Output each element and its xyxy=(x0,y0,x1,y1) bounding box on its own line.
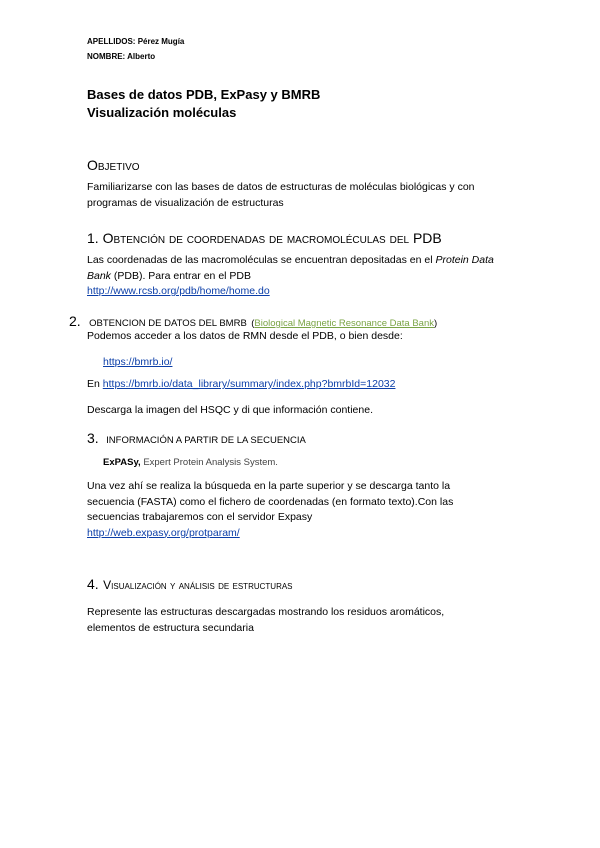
nombre-line xyxy=(87,52,155,61)
section4-number: 4. xyxy=(87,576,99,592)
section3-text xyxy=(87,479,453,541)
bmrb-entry-link[interactable]: https://bmrb.io/data_library/summary/index.php?bmrbId=12032 xyxy=(102,378,396,390)
section3-line-2: secuencia (FASTA) como el fichero de coordenadas (en formato texto).Con las xyxy=(87,495,454,508)
section2-title: OBTENCION DE DATOS DEL BMRB xyxy=(89,318,247,329)
title-line-2: Visualización moléculas xyxy=(87,105,237,120)
document-title xyxy=(87,86,320,122)
expasy-line xyxy=(103,456,278,470)
objetivo-line-2: programas de visualización de estructuras xyxy=(87,196,284,209)
section3-line-3: secuencias trabajaremos con el servidor Expasy xyxy=(87,511,313,523)
section3-number: 3. xyxy=(87,430,99,446)
nombre-value: Alberto xyxy=(127,52,156,61)
title-line-1: Bases de datos PDB, ExPasy y BMRB xyxy=(87,87,321,102)
nombre-label: NOMBRE: xyxy=(87,52,126,61)
section4-heading xyxy=(87,576,293,594)
expasy-bold: ExPASy, xyxy=(103,457,141,468)
section2-number: 2. xyxy=(69,313,81,329)
section1-line-2: Bank (PDB). Para entrar en el PDB xyxy=(87,269,251,282)
section1-line-1: Las coordenadas de las macromoléculas se encuentran depositadas en el Protein Data xyxy=(87,254,494,266)
apellidos-line xyxy=(87,37,184,46)
objetivo-text xyxy=(87,180,475,211)
expasy-link[interactable]: http://web.expasy.org/protparam/ xyxy=(87,526,240,539)
apellidos-value: Pérez Mugía xyxy=(137,37,185,46)
section3-line-1: Una vez ahí se realiza la búsqueda en la parte superior y se descarga tanto la xyxy=(87,480,451,492)
apellidos-label: APELLIDOS: xyxy=(87,37,136,46)
pdb-link[interactable]: http://www.rcsb.org/pdb/home/home.do xyxy=(87,285,270,297)
section3-title: INFORMACIÓN A PARTIR DE LA SECUENCIA xyxy=(106,435,306,446)
section2-heading: 2. OBTENCION DE DATOS DEL BMRB (Biological Magnetic Resonance Data Bank) xyxy=(69,313,438,329)
protein-data-italic: Protein Data xyxy=(435,254,494,266)
section3-heading xyxy=(87,430,306,448)
section2-line-1: Podemos acceder a los datos de RMN desde el PDB, o bien desde: xyxy=(87,330,403,342)
section4-line-1: Represente las estructuras descargadas mostrando los residuos aromáticos, xyxy=(87,606,445,618)
section2-link1-wrap xyxy=(103,355,172,371)
expasy-desc: Expert Protein Analysis System. xyxy=(143,457,278,468)
section2-task: Descarga la imagen del HSQC y di que información contiene. xyxy=(87,404,373,416)
bmrb-link[interactable]: https://bmrb.io/ xyxy=(103,356,173,368)
section1-title: Obtención de coordenadas de macromoléculas del PDB xyxy=(102,230,442,246)
bank-italic: Bank xyxy=(87,269,111,282)
objetivo-line-1: Familiarizarse con las bases de datos de estructuras de moléculas biológicas y con xyxy=(87,181,475,193)
section1-heading xyxy=(87,230,442,246)
objetivo-heading: Objetivo xyxy=(87,157,140,173)
section1-number: 1. xyxy=(87,230,99,246)
bmrb-name-link[interactable]: Biological Magnetic Resonance Data Bank xyxy=(254,318,434,329)
section1-text xyxy=(87,253,494,300)
section4-title: Visualización y análisis de estructuras xyxy=(103,578,293,592)
section2-en-line: En https://bmrb.io/data_library/summary/index.php?bmrbId=12032 xyxy=(87,378,396,390)
section4-text xyxy=(87,605,444,636)
section4-line-2: elementos de estructura secundaria xyxy=(87,621,254,634)
